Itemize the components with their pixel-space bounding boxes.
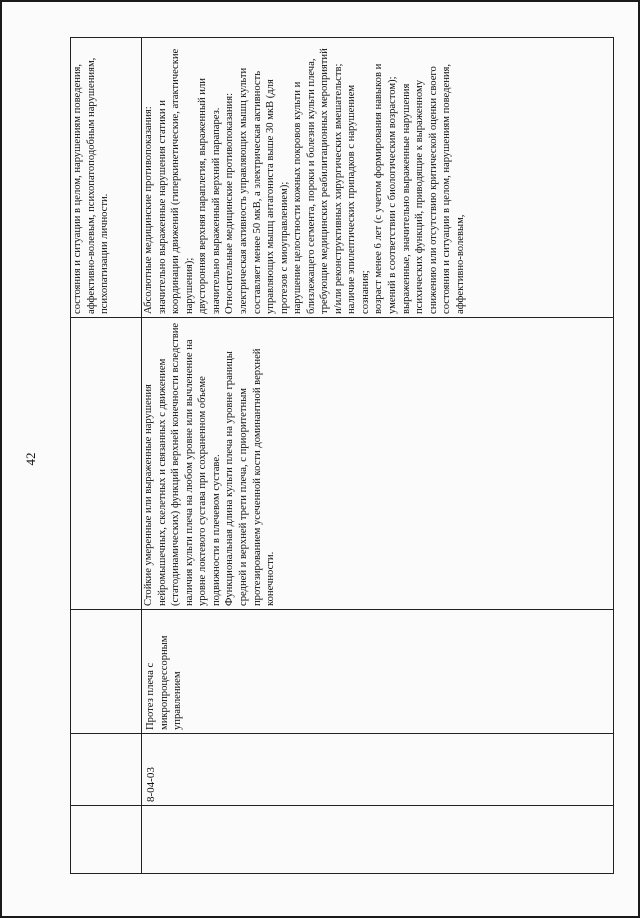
page-number: 42 [23, 452, 38, 466]
contraindications-item: наличие эпилептических припадков с нарушением сознания; [346, 84, 371, 314]
contraindications-item: возраст менее 6 лет (с учетом формирования навыков и умений в соответствии с биологическим возрастом); [373, 63, 398, 314]
table-row-continuation [71, 38, 142, 874]
medical-device-table [70, 37, 614, 874]
contraindications-item: выраженные, значительно выраженные нарушения психических функций, приводящие к выраженному снижению или отсутствию критической оценки своего состояния и ситуации в целом, нарушениям поведения, аффективно-волевым, [400, 63, 466, 314]
contraindications-item: двусторонняя верхняя параплегия, выраженный или значительно выраженный верхний парапарез. [197, 78, 222, 314]
device-name: Протез плеча с микропроцессорным управлением [145, 635, 184, 730]
device-code: 8-04-03 [145, 767, 158, 802]
table-cell-empty [142, 806, 614, 874]
device-code-cell [142, 734, 614, 806]
indications-paragraph: Функциональная длина культи плеча на уровне границы средней и верхней трети плеча, с приоритетным протезированием усеченной кости доминантной верхней конечности. [224, 348, 277, 606]
contraindications-continuation-text: состояния и ситуации в целом, нарушениям поведения, аффективно-волевым, психопатоподобным нарушениям, психопатизации личности. [72, 57, 111, 314]
table-row-8-04-03 [142, 38, 614, 874]
contraindications-item: значительно выраженные нарушения статики и координации движений (гиперкинетические, атактические нарушения); [156, 48, 195, 314]
contraindications-heading: Относительные медицинские противопоказания: [224, 92, 236, 314]
indications-paragraph: Стойкие умеренные или выраженные нарушения нейромышечных, скелетных и связанных с движением (статодинамических) функций верхней конечности вследствие наличия культи плеча на любом уровне или вычленение на уровне локтевого сустава при сохраненном объеме подвижности в плечевом суставе. [143, 322, 222, 606]
table-cell-empty [71, 734, 142, 806]
device-name-cell [142, 610, 614, 734]
table-cell-empty [71, 806, 142, 874]
table-cell-empty [71, 318, 142, 610]
contraindications-item: нарушение целостности кожных покровов культи и близлежащего сегмента, пороки и болезни культи плеча, требующие медицинских реабилитационных мероприятий и/или реконструктивных хирургических вмешательств; [292, 48, 344, 314]
contraindications-continuation-cell [71, 38, 142, 318]
table-cell-empty [71, 610, 142, 734]
indications-cell [142, 318, 614, 610]
contraindications-item: электрическая активность управляющих мышц культи составляет менее 50 мкВ, а электрическая активность управляющих мышц антагониста выше 30 мкВ (для протезов с миоуправлением); [237, 67, 290, 314]
contraindications-cell [142, 38, 614, 318]
contraindications-heading: Абсолютные медицинские противопоказания: [143, 106, 155, 314]
